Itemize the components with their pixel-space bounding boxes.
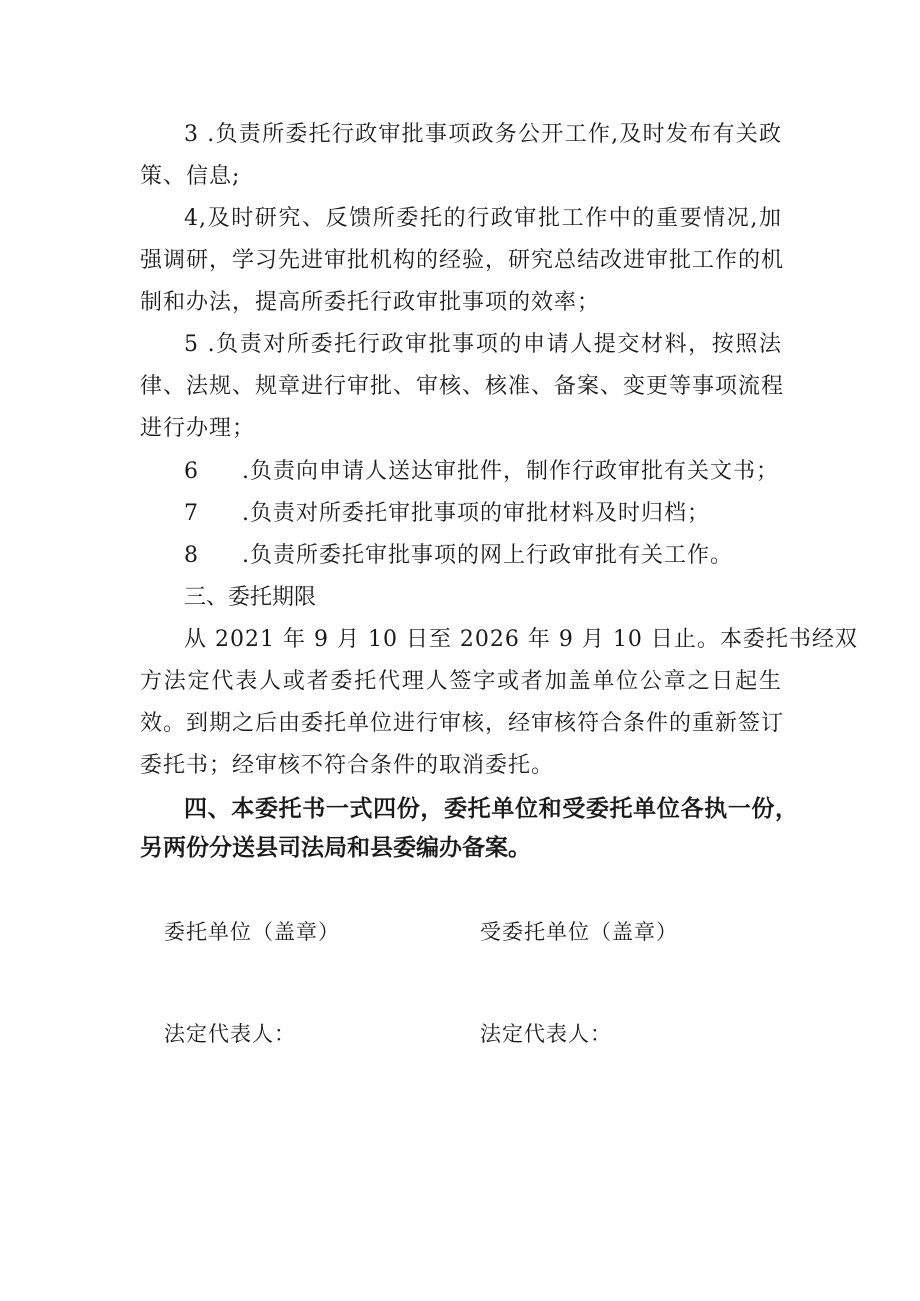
item8-number: 8 <box>184 543 199 568</box>
item3-line1: 3 .负责所委托行政审批事项政务公开工作,及时发布有关政 <box>184 122 782 147</box>
section3-line1: 从 2021 年 9 月 10 日至 2026 年 9 月 10 日止。本委托书经双 <box>184 627 858 652</box>
signature-left-unit: 委托单位（盖章） <box>164 920 340 944</box>
item7-text: .负责对所委托审批事项的审批材料及时归档； <box>242 501 710 526</box>
item4-line2: 强调研，学习先进审批机构的经验，研究总结改进审批工作的机 <box>140 248 785 273</box>
section4-line1: 四、本委托书一式四份，委托单位和受委托单位各执一份， <box>184 796 798 822</box>
section3-line2: 方法定代表人或者委托代理人签字或者加盖单位公章之日起生 <box>140 669 782 694</box>
item5-line1: 5 .负责对所委托行政审批事项的申请人提交材料，按照法 <box>184 332 782 357</box>
section3-line3: 效。到期之后由委托单位进行审核，经审核符合条件的重新签订 <box>140 711 785 736</box>
item8-text: .负责所委托审批事项的网上行政审批有关工作。 <box>242 543 733 568</box>
item4-line1: 4,及时研究、反馈所委托的行政审批工作中的重要情况,加 <box>184 206 782 231</box>
section4-line2: 另两份分送县司法局和县委编办备案。 <box>140 835 531 861</box>
signature-left-representative: 法定代表人： <box>164 1022 296 1046</box>
item5-line2: 律、法规、规章进行审批、审核、核准、备案、变更等事项流程 <box>140 374 785 399</box>
item3-line2: 策、信息; <box>140 164 241 189</box>
item7-number: 7 <box>184 501 199 526</box>
section3-heading: 三、委托期限 <box>184 585 317 610</box>
item5-line3: 进行办理； <box>140 416 256 441</box>
section3-line4: 委托书；经审核不符合条件的取消委托。 <box>140 753 555 778</box>
item4-line3: 制和办法，提高所委托行政审批事项的效率； <box>140 290 601 315</box>
item6-number: 6 <box>184 459 199 484</box>
item6-text: .负责向申请人送达审批件，制作行政审批有关文书； <box>242 459 779 484</box>
signature-right-unit: 受委托单位（盖章） <box>480 920 678 944</box>
signature-right-representative: 法定代表人： <box>480 1022 612 1046</box>
